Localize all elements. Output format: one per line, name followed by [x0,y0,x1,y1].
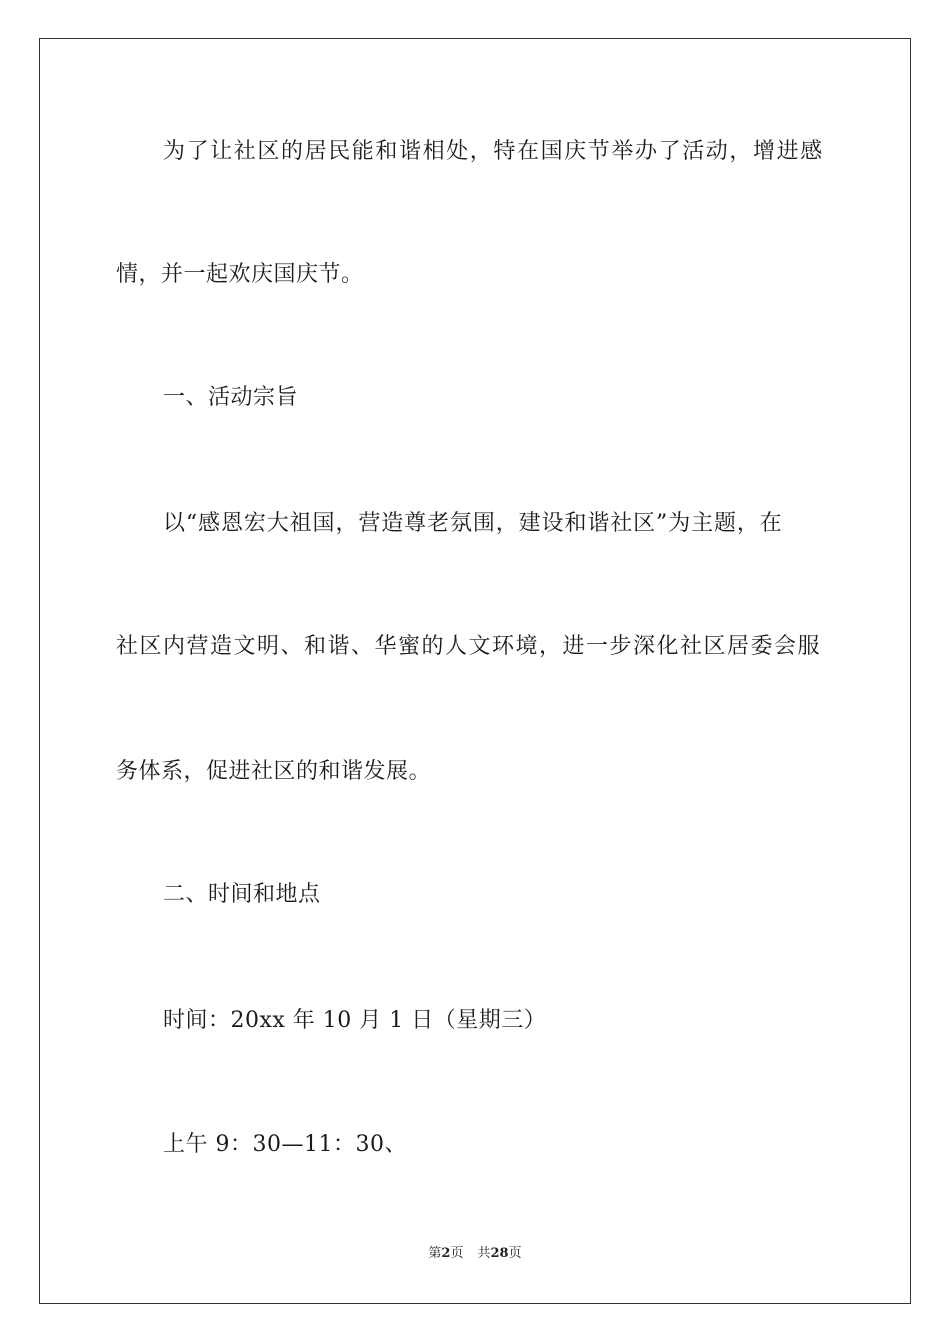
section-heading-time-place: 二、时间和地点 [163,882,321,907]
body-paragraph-intro-line-2: 情，并一起欢庆国庆节。 [116,262,364,287]
footer-page-suffix: 页 [450,1246,464,1261]
event-date-line: 时间：20xx 年 10 月 1 日（星期三） [163,1008,547,1033]
page-border [39,38,911,1304]
section-heading-purpose: 一、活动宗旨 [163,385,299,410]
body-paragraph-intro-line-1: 为了让社区的居民能和谐相处，特在国庆节举办了活动，增进感 [163,139,824,164]
body-paragraph-purpose-line-3: 务体系，促进社区的和谐发展。 [116,759,432,784]
footer-total-prefix: 共 [477,1246,491,1261]
footer-page-prefix: 第 [428,1246,442,1261]
page-footer [0,1245,950,1263]
footer-current-page: 2 [441,1246,451,1261]
body-paragraph-purpose-line-1: 以“感恩宏大祖国，营造尊老氛围，建设和谐社区”为主题，在 [163,511,783,536]
body-paragraph-purpose-line-2: 社区内营造文明、和谐、华蜜的人文环境，进一步深化社区居委会服 [116,634,822,659]
footer-total-pages: 28 [490,1246,509,1261]
footer-total-suffix: 页 [508,1246,522,1261]
event-time-line: 上午 9：30—11：30、 [163,1132,407,1157]
